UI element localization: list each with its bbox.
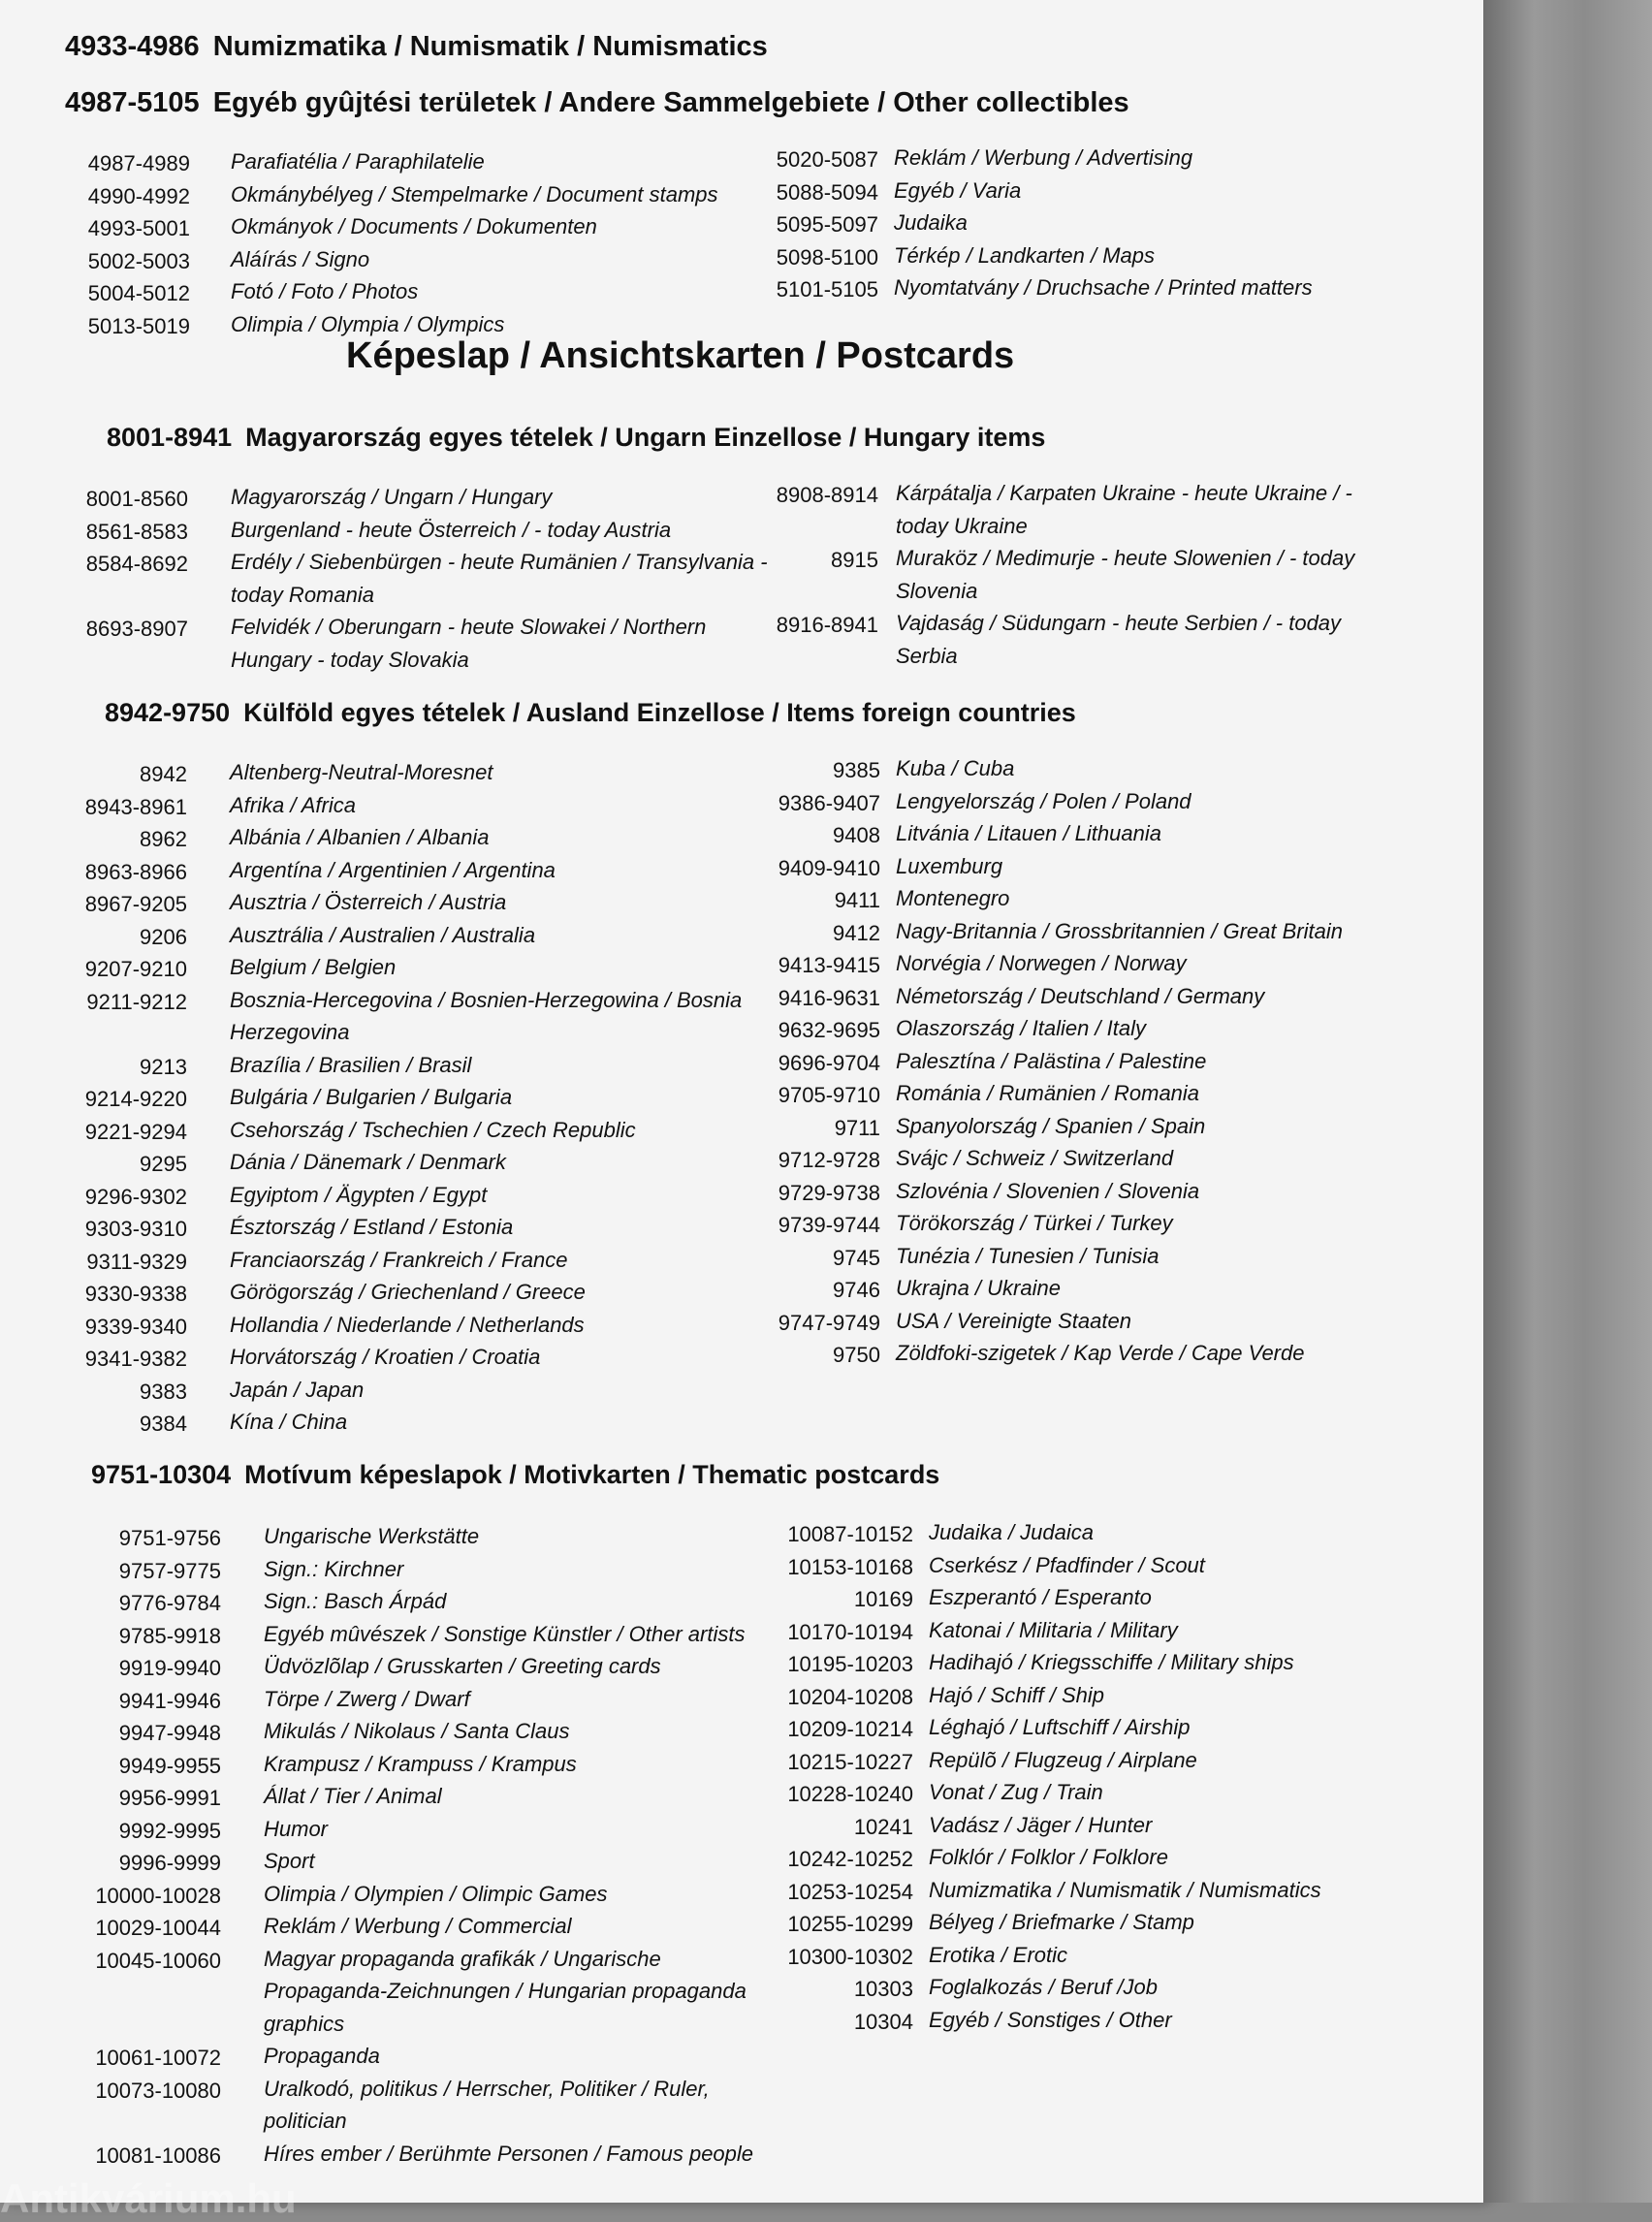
lot-range: 9776-9784 (118, 1591, 221, 1615)
list-item (0, 758, 776, 791)
list-item (679, 176, 1415, 209)
list-item (0, 2075, 776, 2140)
other-collectibles-right (679, 143, 1415, 306)
lot-range: 10304 (853, 2009, 913, 2034)
list-item (0, 1278, 776, 1311)
list-item (0, 1912, 776, 1945)
category-label: Csehország / Tschechien / Czech Republic (230, 1117, 636, 1142)
lot-range: 8943-8961 (84, 794, 187, 819)
list-item (0, 245, 756, 278)
lot-range: 9949-9955 (118, 1753, 221, 1778)
list-item (679, 852, 1435, 885)
list-item (0, 1847, 776, 1880)
list-item (0, 2140, 776, 2173)
list-item (0, 1652, 776, 1685)
lot-range: 4990-4992 (87, 183, 190, 208)
category-label: Norvégia / Norwegen / Norway (896, 951, 1187, 975)
category-label: Spanyolország / Spanien / Spain (896, 1113, 1206, 1138)
list-item (0, 1620, 776, 1653)
list-item (679, 1746, 1435, 1779)
list-item (0, 1051, 776, 1084)
list-item (0, 277, 756, 310)
section-foreign-heading: 8942-9750 Külföld egyes tételek / Ausland Einzellose / Items foreign countries (105, 698, 1076, 727)
lot-range: 9311-9329 (86, 1249, 187, 1274)
list-item (0, 1311, 776, 1344)
category-label: Luxemburg (896, 853, 1003, 878)
category-label: Kína / China (230, 1410, 348, 1434)
section-hungary-heading: 8001-8941 Magyarország egyes tételek / Ungarn Einzellose / Hungary items (107, 423, 1046, 452)
lot-range: 9941-9946 (118, 1688, 221, 1713)
lot-range: 4987-4989 (87, 151, 190, 175)
lot-range: 9729-9738 (778, 1180, 880, 1205)
category-label: Egyéb / Sonstiges / Other (929, 2007, 1172, 2032)
section-numismatics-heading: 4933-4986 Numizmatika / Numismatik / Numismatics (65, 31, 768, 62)
category-label: Burgenland - heute Österreich / - today Austria (231, 517, 672, 542)
lot-range: 9383 (140, 1379, 187, 1404)
lot-range: 10061-10072 (95, 2046, 221, 2070)
lot-range: 9213 (140, 1054, 187, 1079)
lot-range: 9712-9728 (778, 1148, 880, 1172)
lot-range: 9330-9338 (84, 1282, 187, 1306)
list-item (679, 787, 1435, 820)
list-item (0, 1555, 776, 1588)
list-item (0, 147, 756, 180)
category-label: Egyéb / Varia (894, 177, 1022, 203)
category-label: Ausztrália / Australien / Australia (230, 922, 536, 947)
category-label: Humor (264, 1816, 329, 1841)
category-label: Hollandia / Niederlande / Netherlands (230, 1312, 585, 1337)
category-label: Ukrajna / Ukraine (896, 1276, 1061, 1300)
lot-range: 8001-8560 (85, 487, 188, 511)
category-label: Brazília / Brasilien / Brasil (230, 1052, 472, 1077)
lot-range: 10300-10302 (787, 1944, 913, 1969)
lot-range: 8916-8941 (776, 613, 878, 637)
lot-range: 9745 (833, 1245, 880, 1270)
lot-range: 8963-8966 (84, 859, 187, 884)
lot-range: 10215-10227 (787, 1749, 913, 1774)
list-item (679, 1339, 1435, 1372)
foreign-right (679, 754, 1435, 1372)
category-label: Üdvözlõlap / Grusskarten / Greeting cards (264, 1654, 661, 1678)
list-item (0, 986, 776, 1051)
lot-range: 9206 (140, 924, 187, 949)
lot-range: 10073-10080 (95, 2078, 221, 2103)
category-label: Reklám / Werbung / Commercial (264, 1914, 572, 1938)
list-item (679, 1014, 1435, 1047)
category-label: Nyomtatvány / Druchsache / Printed matters (894, 275, 1313, 300)
category-label: Folklór / Folklor / Folklore (929, 1845, 1168, 1869)
category-label: Sport (264, 1849, 315, 1873)
category-label: Nagy-Britannia / Grossbritannien / Great Britain (896, 918, 1343, 943)
hungary-left (0, 483, 776, 678)
category-label: Hadihajó / Kriegsschiffe / Military ships (929, 1650, 1294, 1674)
category-label: Zöldfoki-szigetek / Kap Verde / Cape Verde (896, 1341, 1305, 1365)
list-item (0, 212, 756, 245)
list-item (0, 1880, 776, 1913)
lot-range: 10241 (853, 1814, 913, 1839)
category-label: Altenberg-Neutral-Moresnet (230, 760, 493, 784)
list-item (0, 953, 776, 986)
list-item (679, 241, 1415, 274)
list-item (679, 1876, 1435, 1909)
category-label: Numizmatika / Numismatik / Numismatics (929, 1877, 1321, 1902)
list-item (679, 949, 1435, 982)
list-item (679, 1681, 1435, 1714)
category-label: Hajó / Schiff / Ship (929, 1682, 1104, 1707)
section-other-collectibles-heading: 4987-5105 Egyéb gyûjtési területek / Andere Sammelgebiete / Other collectibles (65, 87, 1129, 118)
list-item (679, 1778, 1435, 1811)
category-label: Sign.: Kirchner (264, 1556, 404, 1581)
lot-range: 8962 (140, 827, 187, 851)
category-label: Afrika / Africa (230, 792, 356, 817)
category-label: Litvánia / Litauen / Lithuania (896, 821, 1161, 845)
list-item (0, 1116, 776, 1149)
category-label: Törpe / Zwerg / Dwarf (264, 1686, 470, 1711)
lot-range: 9341-9382 (84, 1347, 187, 1371)
watermark: Antikvárium.hu (0, 2175, 297, 2221)
lot-range: 9412 (833, 920, 880, 945)
list-item (679, 1616, 1435, 1649)
category-label: Cserkész / Pfadfinder / Scout (929, 1552, 1205, 1577)
category-label: Magyarország / Ungarn / Hungary (231, 485, 553, 509)
lot-range: 9750 (833, 1343, 880, 1367)
lot-range: 9409-9410 (778, 855, 880, 880)
category-label: Felvidék / Oberungarn - heute Slowakei / Northern Hungary - today Slovakia (231, 615, 707, 672)
category-label: Judaika / Judaica (929, 1520, 1094, 1544)
category-label: Dánia / Dänemark / Denmark (230, 1150, 506, 1174)
category-label: Muraköz / Medimurje - heute Slowenien / - today Slovenia (896, 546, 1355, 603)
list-item (679, 1177, 1435, 1210)
list-item (679, 1079, 1435, 1112)
lot-range: 9956-9991 (118, 1786, 221, 1810)
list-item (679, 544, 1435, 609)
lot-range: 9751-9756 (118, 1526, 221, 1550)
list-item (679, 819, 1435, 852)
lot-range: 9785-9918 (118, 1623, 221, 1648)
lot-range: 10204-10208 (787, 1684, 913, 1709)
list-item (679, 1209, 1435, 1242)
lot-range: 9747-9749 (778, 1310, 880, 1335)
category-label: Katonai / Militaria / Military (929, 1617, 1178, 1642)
category-label: Léghajó / Luftschiff / Airship (929, 1715, 1191, 1739)
lot-range: 5004-5012 (87, 281, 190, 305)
list-item (679, 1144, 1435, 1177)
list-item (0, 823, 776, 856)
category-label: Térkép / Landkarten / Maps (894, 242, 1156, 268)
category-label: Albánia / Albanien / Albania (230, 825, 490, 849)
lot-range: 8967-9205 (84, 892, 187, 916)
category-label: Argentína / Argentinien / Argentina (230, 857, 556, 882)
category-label: Kuba / Cuba (896, 756, 1015, 780)
category-label: Okmányok / Documents / Dokumenten (231, 214, 597, 238)
lot-range: 9408 (833, 823, 880, 847)
category-label: USA / Vereinigte Staaten (896, 1308, 1131, 1333)
category-label: Tunézia / Tunesien / Tunisia (896, 1243, 1160, 1268)
category-label: Mikulás / Nikolaus / Santa Claus (264, 1719, 570, 1743)
category-label: Foglalkozás / Beruf /Job (929, 1975, 1159, 1999)
category-label: Románia / Rumänien / Romania (896, 1081, 1200, 1105)
lot-range: 4993-5001 (87, 216, 190, 240)
list-item (679, 273, 1415, 306)
category-label: Parafiatélia / Paraphilatelie (231, 149, 485, 174)
lot-range: 9384 (140, 1412, 187, 1436)
lot-range: 9992-9995 (118, 1818, 221, 1843)
lot-range: 8942 (140, 762, 187, 786)
list-item (0, 1408, 776, 1441)
postcards-title: Képeslap / Ansichtskarten / Postcards (346, 335, 1015, 376)
category-label: Montenegro (896, 886, 1010, 910)
list-item (0, 1083, 776, 1116)
list-item (679, 1242, 1435, 1275)
lot-range: 9757-9775 (118, 1558, 221, 1583)
lot-range: 10255-10299 (787, 1912, 913, 1936)
category-label: Egyiptom / Ägypten / Egypt (230, 1182, 488, 1207)
category-label: Bosznia-Hercegovina / Bosnien-Herzegowina / Bosnia Herzegovina (230, 987, 743, 1044)
thematic-right (679, 1518, 1435, 2038)
foreign-left (0, 758, 776, 1441)
list-item (679, 208, 1415, 241)
category-label: Japán / Japan (230, 1377, 365, 1402)
lot-range: 9632-9695 (778, 1018, 880, 1042)
list-item (679, 1843, 1435, 1876)
list-item (679, 609, 1435, 674)
lot-range: 9339-9340 (84, 1314, 187, 1339)
category-label: Uralkodó, politikus / Herrscher, Politiker / Ruler, politician (264, 2076, 710, 2133)
category-label: Szlovénia / Slovenien / Slovenia (896, 1178, 1200, 1203)
list-item (679, 1307, 1435, 1340)
category-label: Ungarische Werkstätte (264, 1524, 480, 1548)
list-item (679, 1648, 1435, 1681)
lot-range: 9711 (834, 1115, 880, 1140)
lot-range: 9746 (833, 1278, 880, 1302)
list-item (0, 1750, 776, 1783)
lot-range: 5095-5097 (776, 212, 878, 237)
list-item (0, 1717, 776, 1750)
lot-range: 5101-5105 (776, 277, 878, 302)
list-item (0, 1522, 776, 1555)
section-thematic-heading: 9751-10304 Motívum képeslapok / Motivkarten / Thematic postcards (91, 1460, 940, 1489)
lot-range: 9411 (834, 888, 880, 912)
lot-range: 10153-10168 (787, 1554, 913, 1579)
category-label: Reklám / Werbung / Advertising (894, 145, 1193, 170)
category-label: Olimpia / Olympien / Olimpic Games (264, 1881, 608, 1906)
lot-range: 10303 (853, 1977, 913, 2001)
category-label: Észtország / Estland / Estonia (230, 1215, 514, 1239)
list-item (0, 1587, 776, 1620)
list-item (679, 1973, 1435, 2006)
lot-range: 10253-10254 (787, 1879, 913, 1904)
category-label: Judaika (894, 210, 968, 235)
lot-range: 9295 (140, 1152, 187, 1176)
category-label: Fotó / Foto / Photos (231, 279, 419, 303)
category-label: Krampusz / Krampuss / Krampus (264, 1751, 577, 1776)
category-label: Vonat / Zug / Train (929, 1780, 1103, 1804)
lot-range: 8915 (831, 548, 878, 572)
list-item (0, 516, 776, 549)
lot-range: 8561-8583 (85, 519, 188, 544)
lot-range: 9221-9294 (84, 1119, 187, 1144)
category-label: Erdély / Siebenbürgen - heute Rumänien / Transylvania - today Romania (231, 550, 768, 607)
lot-range: 5098-5100 (776, 244, 878, 270)
list-item (679, 2006, 1435, 2039)
lot-range: 10169 (853, 1587, 913, 1611)
lot-range: 9696-9704 (778, 1050, 880, 1075)
list-item (679, 1518, 1435, 1551)
lot-range: 9385 (833, 758, 880, 782)
lot-range: 10081-10086 (95, 2143, 221, 2168)
list-item (679, 917, 1435, 950)
lot-range: 10195-10203 (787, 1652, 913, 1676)
lot-range: 9211-9212 (86, 989, 187, 1014)
category-label: Eszperantó / Esperanto (929, 1585, 1152, 1609)
lot-range: 10170-10194 (787, 1619, 913, 1644)
list-item (679, 884, 1435, 917)
thematic-left (0, 1522, 776, 2172)
lot-range: 10045-10060 (95, 1948, 221, 1973)
category-label: Kárpátalja / Karpaten Ukraine - heute Ukraine / - today Ukraine (896, 481, 1352, 538)
category-label: Sign.: Basch Árpád (264, 1589, 447, 1613)
list-item (679, 754, 1435, 787)
category-label: Horvátország / Kroatien / Croatia (230, 1345, 541, 1369)
lot-range: 8693-8907 (85, 617, 188, 641)
lot-range: 8908-8914 (776, 483, 878, 507)
lot-range: 9739-9744 (778, 1213, 880, 1237)
category-label: Aláírás / Signo (231, 246, 370, 271)
list-item (0, 180, 756, 213)
lot-range: 9947-9948 (118, 1721, 221, 1745)
list-item (679, 1583, 1435, 1616)
lot-range: 5020-5087 (776, 147, 878, 172)
lot-range: 9296-9302 (84, 1184, 187, 1209)
page-edge-shadow (1483, 0, 1652, 2203)
category-label: Magyar propaganda grafikák / Ungarische Propaganda-Zeichnungen / Hungarian propaganda graphics (264, 1946, 747, 2036)
list-item (0, 1213, 776, 1246)
other-collectibles-left (0, 147, 756, 342)
list-item (679, 1551, 1435, 1584)
category-label: Okmánybélyeg / Stempelmarke / Document stamps (231, 181, 718, 206)
lot-range: 10029-10044 (95, 1916, 221, 1940)
list-item (679, 1274, 1435, 1307)
list-item (0, 1815, 776, 1848)
list-item (0, 483, 776, 516)
list-item (679, 1908, 1435, 1941)
list-item (0, 921, 776, 954)
list-item (679, 982, 1435, 1015)
lot-range: 9303-9310 (84, 1217, 187, 1241)
lot-range: 9413-9415 (778, 953, 880, 977)
category-label: Belgium / Belgien (230, 955, 397, 979)
category-label: Propaganda (264, 2044, 380, 2068)
lot-range: 5088-5094 (776, 179, 878, 205)
lot-range: 9705-9710 (778, 1083, 880, 1107)
lot-range: 10209-10214 (787, 1717, 913, 1741)
list-item (0, 1181, 776, 1214)
list-item (679, 1713, 1435, 1746)
category-label: Egyéb mûvészek / Sonstige Künstler / Other artists (264, 1621, 746, 1646)
category-label: Franciaország / Frankreich / France (230, 1247, 568, 1272)
category-label: Németország / Deutschland / Germany (896, 983, 1265, 1008)
lot-range: 10000-10028 (95, 1883, 221, 1908)
list-item (0, 1343, 776, 1376)
list-item (0, 888, 776, 921)
lot-range: 5013-5019 (87, 313, 190, 338)
hungary-right (679, 479, 1435, 674)
category-label: Lengyelország / Polen / Poland (896, 788, 1191, 813)
category-label: Állat / Tier / Animal (264, 1784, 442, 1808)
category-label: Ausztria / Österreich / Austria (230, 890, 507, 914)
list-item (0, 856, 776, 889)
lot-range: 10242-10252 (787, 1847, 913, 1871)
category-label: Híres ember / Berühmte Personen / Famous people (264, 2141, 754, 2166)
list-item (679, 143, 1415, 176)
list-item (679, 1112, 1435, 1145)
list-item (0, 1246, 776, 1279)
list-item (0, 613, 776, 678)
category-label: Svájc / Schweiz / Switzerland (896, 1146, 1174, 1170)
lot-range: 10228-10240 (787, 1782, 913, 1806)
category-label: Olaszország / Italien / Italy (896, 1016, 1146, 1040)
lot-range: 9919-9940 (118, 1656, 221, 1680)
list-item (0, 1945, 776, 2043)
list-item (0, 2042, 776, 2075)
lot-range: 9996-9999 (118, 1851, 221, 1875)
category-label: Repülõ / Flugzeug / Airplane (929, 1747, 1197, 1772)
list-item (0, 1376, 776, 1409)
list-item (0, 1782, 776, 1815)
category-label: Törökország / Türkei / Turkey (896, 1211, 1173, 1235)
category-label: Palesztína / Palästina / Palestine (896, 1048, 1207, 1073)
list-item (0, 791, 776, 824)
list-item (0, 1685, 776, 1718)
category-label: Vadász / Jäger / Hunter (929, 1812, 1153, 1837)
category-label: Vajdaság / Südungarn - heute Serbien / - today Serbia (896, 611, 1342, 668)
list-item (679, 1047, 1435, 1080)
list-item (679, 1811, 1435, 1844)
lot-range: 9416-9631 (778, 985, 880, 1010)
lot-range: 8584-8692 (85, 552, 188, 576)
lot-range: 10087-10152 (787, 1522, 913, 1546)
lot-range: 9214-9220 (84, 1087, 187, 1111)
category-label: Bélyeg / Briefmarke / Stamp (929, 1910, 1194, 1934)
list-item (679, 1941, 1435, 1974)
category-label: Bulgária / Bulgarien / Bulgaria (230, 1085, 513, 1109)
list-item (0, 548, 776, 613)
lot-range: 9386-9407 (778, 790, 880, 815)
list-item (0, 1148, 776, 1181)
category-label: Erotika / Erotic (929, 1942, 1068, 1967)
category-label: Görögország / Griechenland / Greece (230, 1280, 586, 1304)
lot-range: 9207-9210 (84, 957, 187, 981)
lot-range: 5002-5003 (87, 248, 190, 273)
list-item (679, 479, 1435, 544)
category-label: Olimpia / Olympia / Olympics (231, 311, 505, 336)
